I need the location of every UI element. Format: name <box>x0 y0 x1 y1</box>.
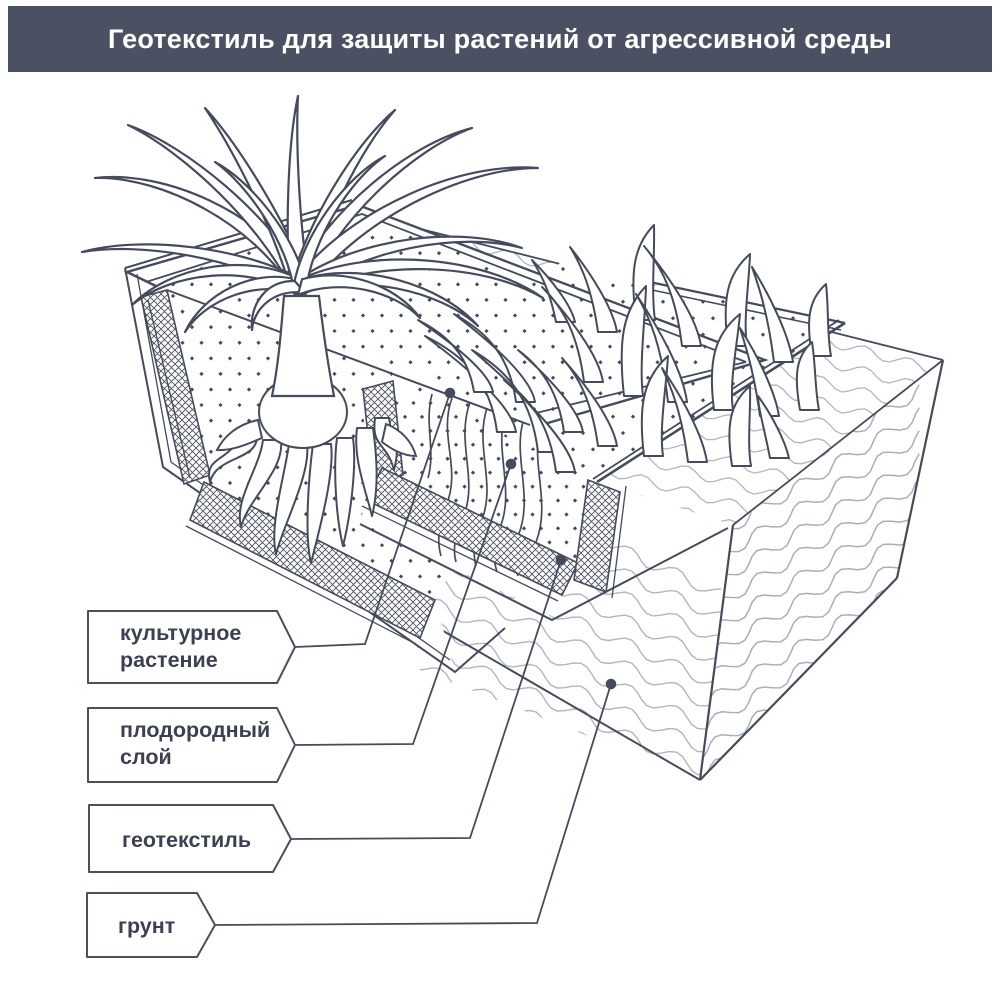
callout-soil <box>87 893 215 957</box>
callout-geotextile-label: геотекстиль <box>122 828 252 852</box>
callout-fertile-layer-label: слой <box>120 745 172 769</box>
callout-geotextile <box>89 805 291 872</box>
callout-cultivated-plant-label: культурное <box>120 621 242 645</box>
callout-cultivated-plant <box>88 611 295 683</box>
callout-fertile-layer-label: плодородный <box>120 718 271 742</box>
callout-cultivated-plant-label: растение <box>120 648 218 672</box>
leader-cultivated-plant-dot <box>445 388 456 399</box>
callout-soil-label: грунт <box>118 914 176 938</box>
leader-geotextile-dot <box>556 555 567 566</box>
title-text: Геотекстиль для защиты растений от агрессивной среды <box>107 23 893 54</box>
leader-fertile-layer-dot <box>506 459 517 470</box>
callout-labels <box>87 611 295 957</box>
callout-fertile-layer <box>88 708 295 782</box>
leader-soil-dot <box>606 679 617 690</box>
